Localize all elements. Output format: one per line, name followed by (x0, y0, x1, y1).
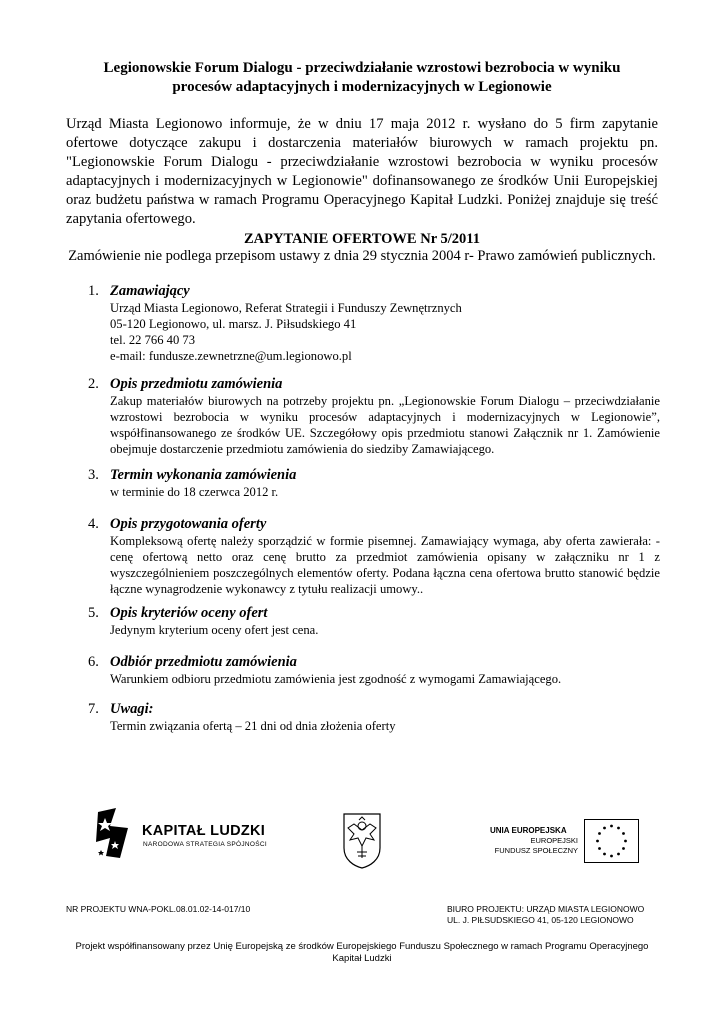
cofinance-line-2: Kapitał Ludzki (332, 953, 392, 964)
kapital-ludzki-title: KAPITAŁ LUDZKI (142, 823, 266, 839)
section-line: tel. 22 766 40 73 (110, 333, 196, 347)
section-body: w terminie do 18 czerwca 2012 r. (110, 485, 279, 499)
cofinance-note (60, 941, 664, 965)
office-line-2: UL. J. PIŁSUDSKIEGO 41, 05-120 LEGIONOWO (447, 915, 634, 925)
section-number: 6. (88, 654, 99, 670)
section-title: Odbiór przedmiotu zamówienia (110, 654, 297, 670)
section-zamawiajacy (88, 282, 660, 364)
section-przygotowanie-oferty (88, 515, 660, 597)
section-number: 3. (88, 467, 99, 483)
section-number: 4. (88, 516, 99, 532)
section-body: Kompleksową ofertę należy sporządzić w formie pisemnej. Zamawiający wymaga, aby oferta zawierała: - cenę ofertową netto oraz cenę brutto za przedmiot zamówienia opisany w załączniku nr 1 z wyszczególnieniem poszczególnych elementów oferty. Podana łączna cena ofertowa brutto stanowić będzie łączne wynagrodzenie wykonawcy z tytułu realizacji umowy.. (110, 534, 660, 596)
section-opis-przedmiotu (88, 375, 660, 457)
section-line: Urząd Miasta Legionowo, Referat Strategii i Funduszy Zewnętrznych (110, 301, 462, 315)
section-number: 2. (88, 376, 99, 392)
eu-flag-icon (584, 819, 639, 863)
section-body: Zakup materiałów biurowych na potrzeby projektu pn. „Legionowskie Forum Dialogu – przeciwdziałanie wzrostowi bezrobocia w wyniku procesów adaptacyjnych i modernizacyjnych w Legionowie”, współfinansowanego ze środków UE. Szczegółowy opis przedmiotu stanowi Załącznik nr 1. Zamówienie obejmuje dostarczenie przedmiotu zamówienia do siedziby Zamawiającego. (110, 394, 660, 456)
section-body: Termin związania ofertą – 21 dni od dnia złożenia oferty (110, 719, 396, 733)
section-body: Warunkiem odbioru przedmiotu zamówienia jest zgodność z wymogami Zamawiającego. (110, 672, 562, 686)
intro-paragraph: Urząd Miasta Legionowo informuje, że w dniu 17 maja 2012 r. wysłano do 5 firm zapytanie ofertowe dotyczące zakupu i dostarczenia materiałów biurowych w ramach projektu pn. "Legionowskie Forum Dialogu - przeciwdziałanie wzrostowi bezrobocia w wyniku procesów adaptacyjnych i modernizacyjnych w Legionowie" dofinansowanego ze środków Unii Europejskiej oraz budżetu państwa w ramach Programu Operacyjnego Kapitał Ludzki. Poniżej znajduje się treść zapytania ofertowego. (66, 116, 658, 227)
section-number: 5. (88, 605, 99, 621)
project-office (447, 904, 644, 926)
section-odbior (88, 653, 660, 687)
section-title: Uwagi: (110, 701, 154, 717)
inquiry-title: ZAPYTANIE OFERTOWE Nr 5/2011 (244, 231, 480, 247)
eu-title: UNIA EUROPEJSKA (490, 826, 567, 835)
project-number: NR PROJEKTU WNA-POKL.08.01.02-14-017/10 (66, 904, 251, 914)
section-title: Opis kryteriów oceny ofert (110, 605, 268, 621)
eu-line-2: EUROPEJSKI (530, 836, 578, 845)
section-uwagi (88, 700, 660, 734)
section-title: Termin wykonania zamówienia (110, 467, 297, 483)
section-number: 1. (88, 283, 99, 299)
eu-line-3: FUNDUSZ SPOŁECZNY (494, 845, 578, 855)
kapital-ludzki-logo-icon (96, 808, 130, 860)
section-title: Zamawiający (110, 283, 190, 299)
inquiry-subtitle: Zamówienie nie podlega przepisom ustawy z dnia 29 stycznia 2004 r- Prawo zamówień publicznych. (68, 248, 656, 264)
section-title: Opis przedmiotu zamówienia (110, 376, 283, 392)
section-number: 7. (88, 701, 99, 717)
email-line: e-mail: fundusze.zewnetrzne@um.legionowo.pl (110, 349, 352, 363)
cofinance-line-1: Projekt współfinansowany przez Unię Europejską ze środków Europejskiego Funduszu Społecznego w ramach Programu Operacyjnego (75, 941, 649, 952)
poland-eagle-emblem-icon (340, 810, 384, 870)
title-line-1: Legionowskie Forum Dialogu - przeciwdziałanie wzrostowi bezrobocia w wyniku (103, 60, 621, 76)
eu-fund-label (490, 836, 578, 855)
section-kryteria (88, 604, 660, 638)
office-line-1: BIURO PROJEKTU: URZĄD MIASTA LEGIONOWO (447, 904, 645, 914)
page-title (70, 59, 654, 97)
section-termin (88, 466, 660, 500)
section-body: Jedynym kryterium oceny ofert jest cena. (110, 623, 319, 637)
kapital-ludzki-subtitle: NARODOWA STRATEGIA SPÓJNOŚCI (143, 841, 267, 848)
section-line: 05-120 Legionowo, ul. marsz. J. Piłsudskiego 41 (110, 317, 357, 331)
title-line-2: procesów adaptacyjnych i modernizacyjnych w Legionowie (172, 79, 552, 95)
section-title: Opis przygotowania oferty (110, 516, 267, 532)
